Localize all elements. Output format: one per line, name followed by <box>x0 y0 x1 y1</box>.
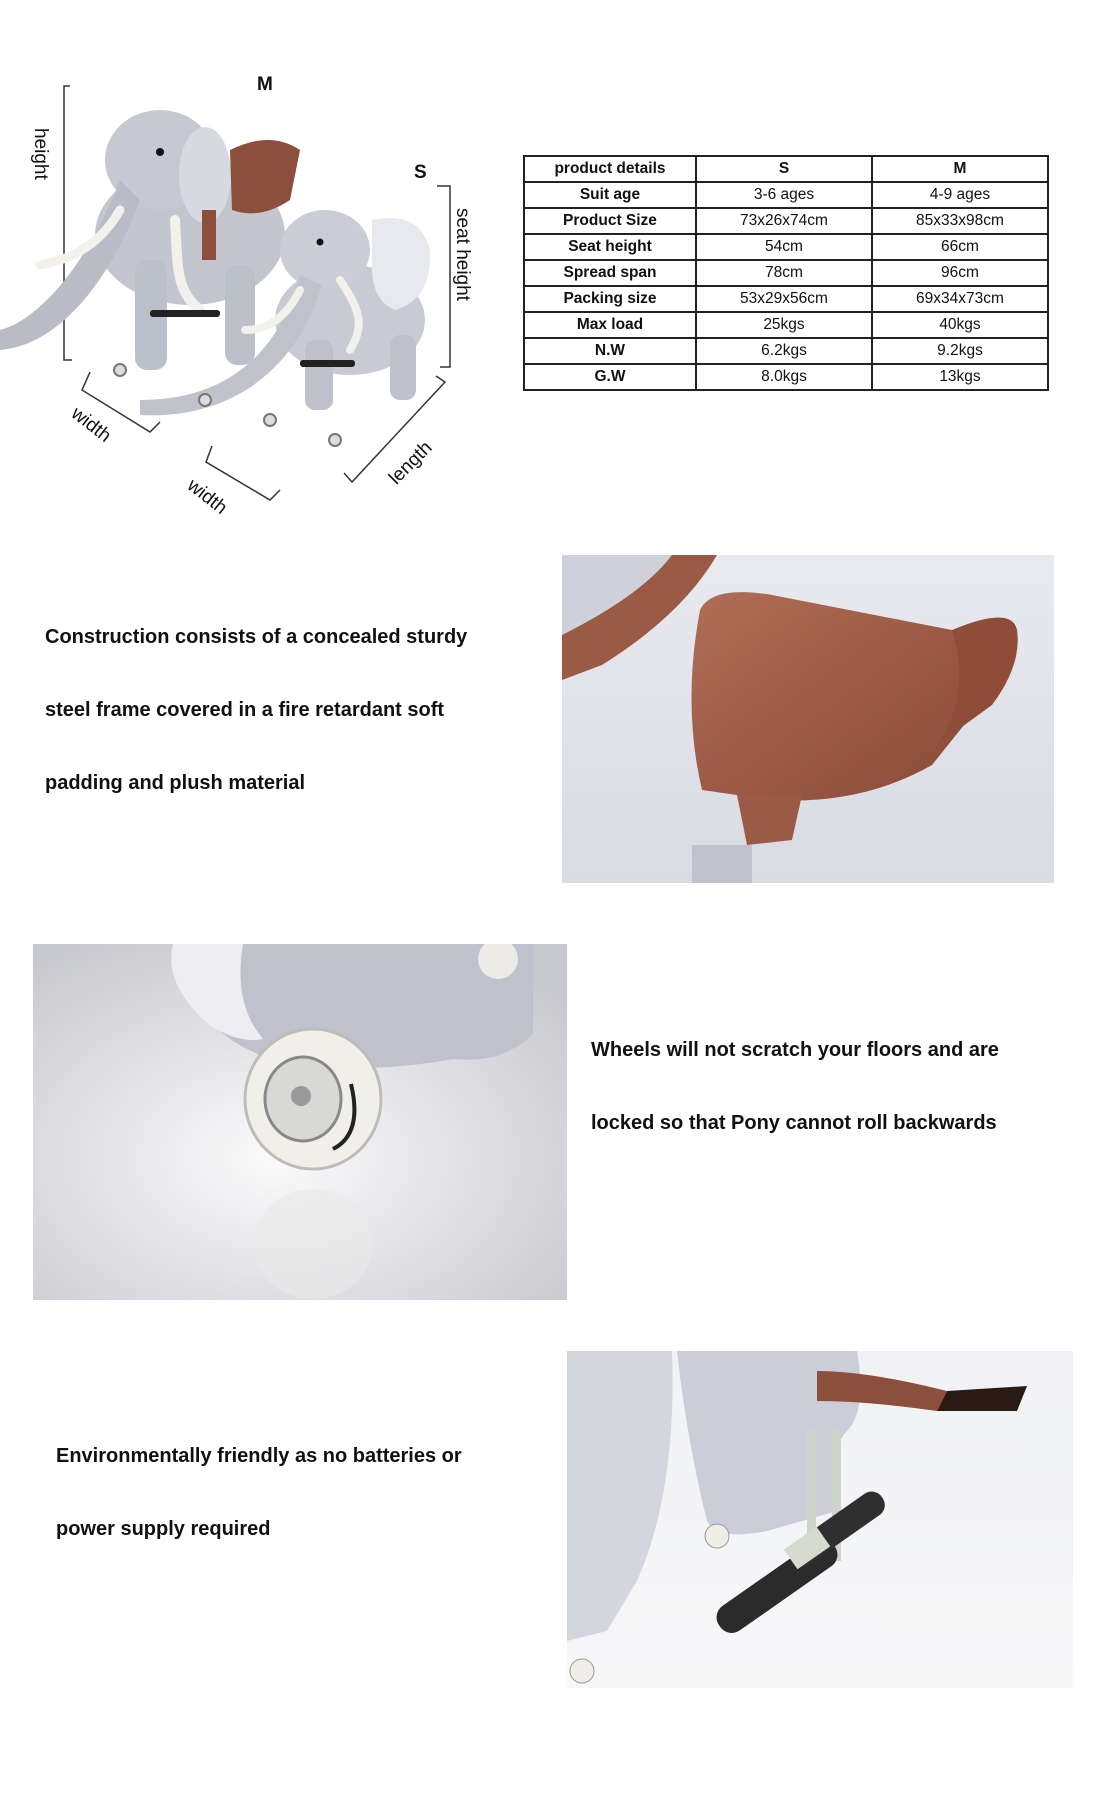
table-header-cell: product details <box>524 156 696 182</box>
table-cell: 73x26x74cm <box>696 208 872 234</box>
elephant-illustration <box>0 60 480 510</box>
table-cell: G.W <box>524 364 696 390</box>
table-cell: 96cm <box>872 260 1048 286</box>
feature-line: locked so that Pony cannot roll backwards <box>591 1112 997 1134</box>
table-row <box>524 182 1048 208</box>
table-cell: 9.2kgs <box>872 338 1048 364</box>
footrest-photo <box>567 1351 1073 1688</box>
table-cell: 4-9 ages <box>872 182 1048 208</box>
table-cell: 8.0kgs <box>696 364 872 390</box>
table-header-cell: M <box>872 156 1048 182</box>
product-details-table <box>523 155 1049 391</box>
table-header-cell: S <box>696 156 872 182</box>
table-row <box>524 364 1048 390</box>
table-cell: 40kgs <box>872 312 1048 338</box>
product-dimension-photo <box>0 60 480 519</box>
table-cell: Packing size <box>524 286 696 312</box>
table-cell: 85x33x98cm <box>872 208 1048 234</box>
footrest-illustration <box>567 1351 1073 1688</box>
feature-line: Wheels will not scratch your floors and are <box>591 1039 999 1061</box>
width-label-2: width <box>183 475 231 519</box>
table-cell: Spread span <box>524 260 696 286</box>
width-label: width <box>67 403 115 447</box>
feature-line: power supply required <box>56 1518 271 1540</box>
table-row <box>524 234 1048 260</box>
feature-line: Construction consists of a concealed sturdy <box>45 626 468 648</box>
table-cell: Seat height <box>524 234 696 260</box>
table-header-row <box>524 156 1048 182</box>
table-cell: Max load <box>524 312 696 338</box>
feature-line: Environmentally friendly as no batteries or <box>56 1445 462 1467</box>
table-row <box>524 286 1048 312</box>
wheel-photo <box>33 944 567 1300</box>
table-cell: Suit age <box>524 182 696 208</box>
table-cell: 54cm <box>696 234 872 260</box>
eco-feature-text <box>56 1420 462 1566</box>
saddle-illustration <box>562 555 1054 883</box>
table-cell: Product Size <box>524 208 696 234</box>
feature-line: padding and plush material <box>45 772 306 794</box>
table-row <box>524 312 1048 338</box>
table-cell: N.W <box>524 338 696 364</box>
table-cell: 25kgs <box>696 312 872 338</box>
size-m-label: M <box>257 74 273 95</box>
table-row <box>524 338 1048 364</box>
size-s-label: S <box>414 162 427 183</box>
seat-height-label: seat height <box>452 208 473 301</box>
feature-line: steel frame covered in a fire retardant soft <box>45 699 445 721</box>
table-cell: 6.2kgs <box>696 338 872 364</box>
table-cell: 53x29x56cm <box>696 286 872 312</box>
table-cell: 3-6 ages <box>696 182 872 208</box>
table-cell: 66cm <box>872 234 1048 260</box>
construction-feature-text <box>45 601 467 820</box>
saddle-photo <box>562 555 1054 883</box>
table-row <box>524 208 1048 234</box>
table-row <box>524 260 1048 286</box>
wheel-illustration <box>33 944 567 1300</box>
table-cell: 69x34x73cm <box>872 286 1048 312</box>
length-label: length <box>385 437 437 489</box>
wheel-feature-text <box>591 1014 999 1160</box>
height-label: height <box>30 128 51 180</box>
table-cell: 13kgs <box>872 364 1048 390</box>
table-cell: 78cm <box>696 260 872 286</box>
